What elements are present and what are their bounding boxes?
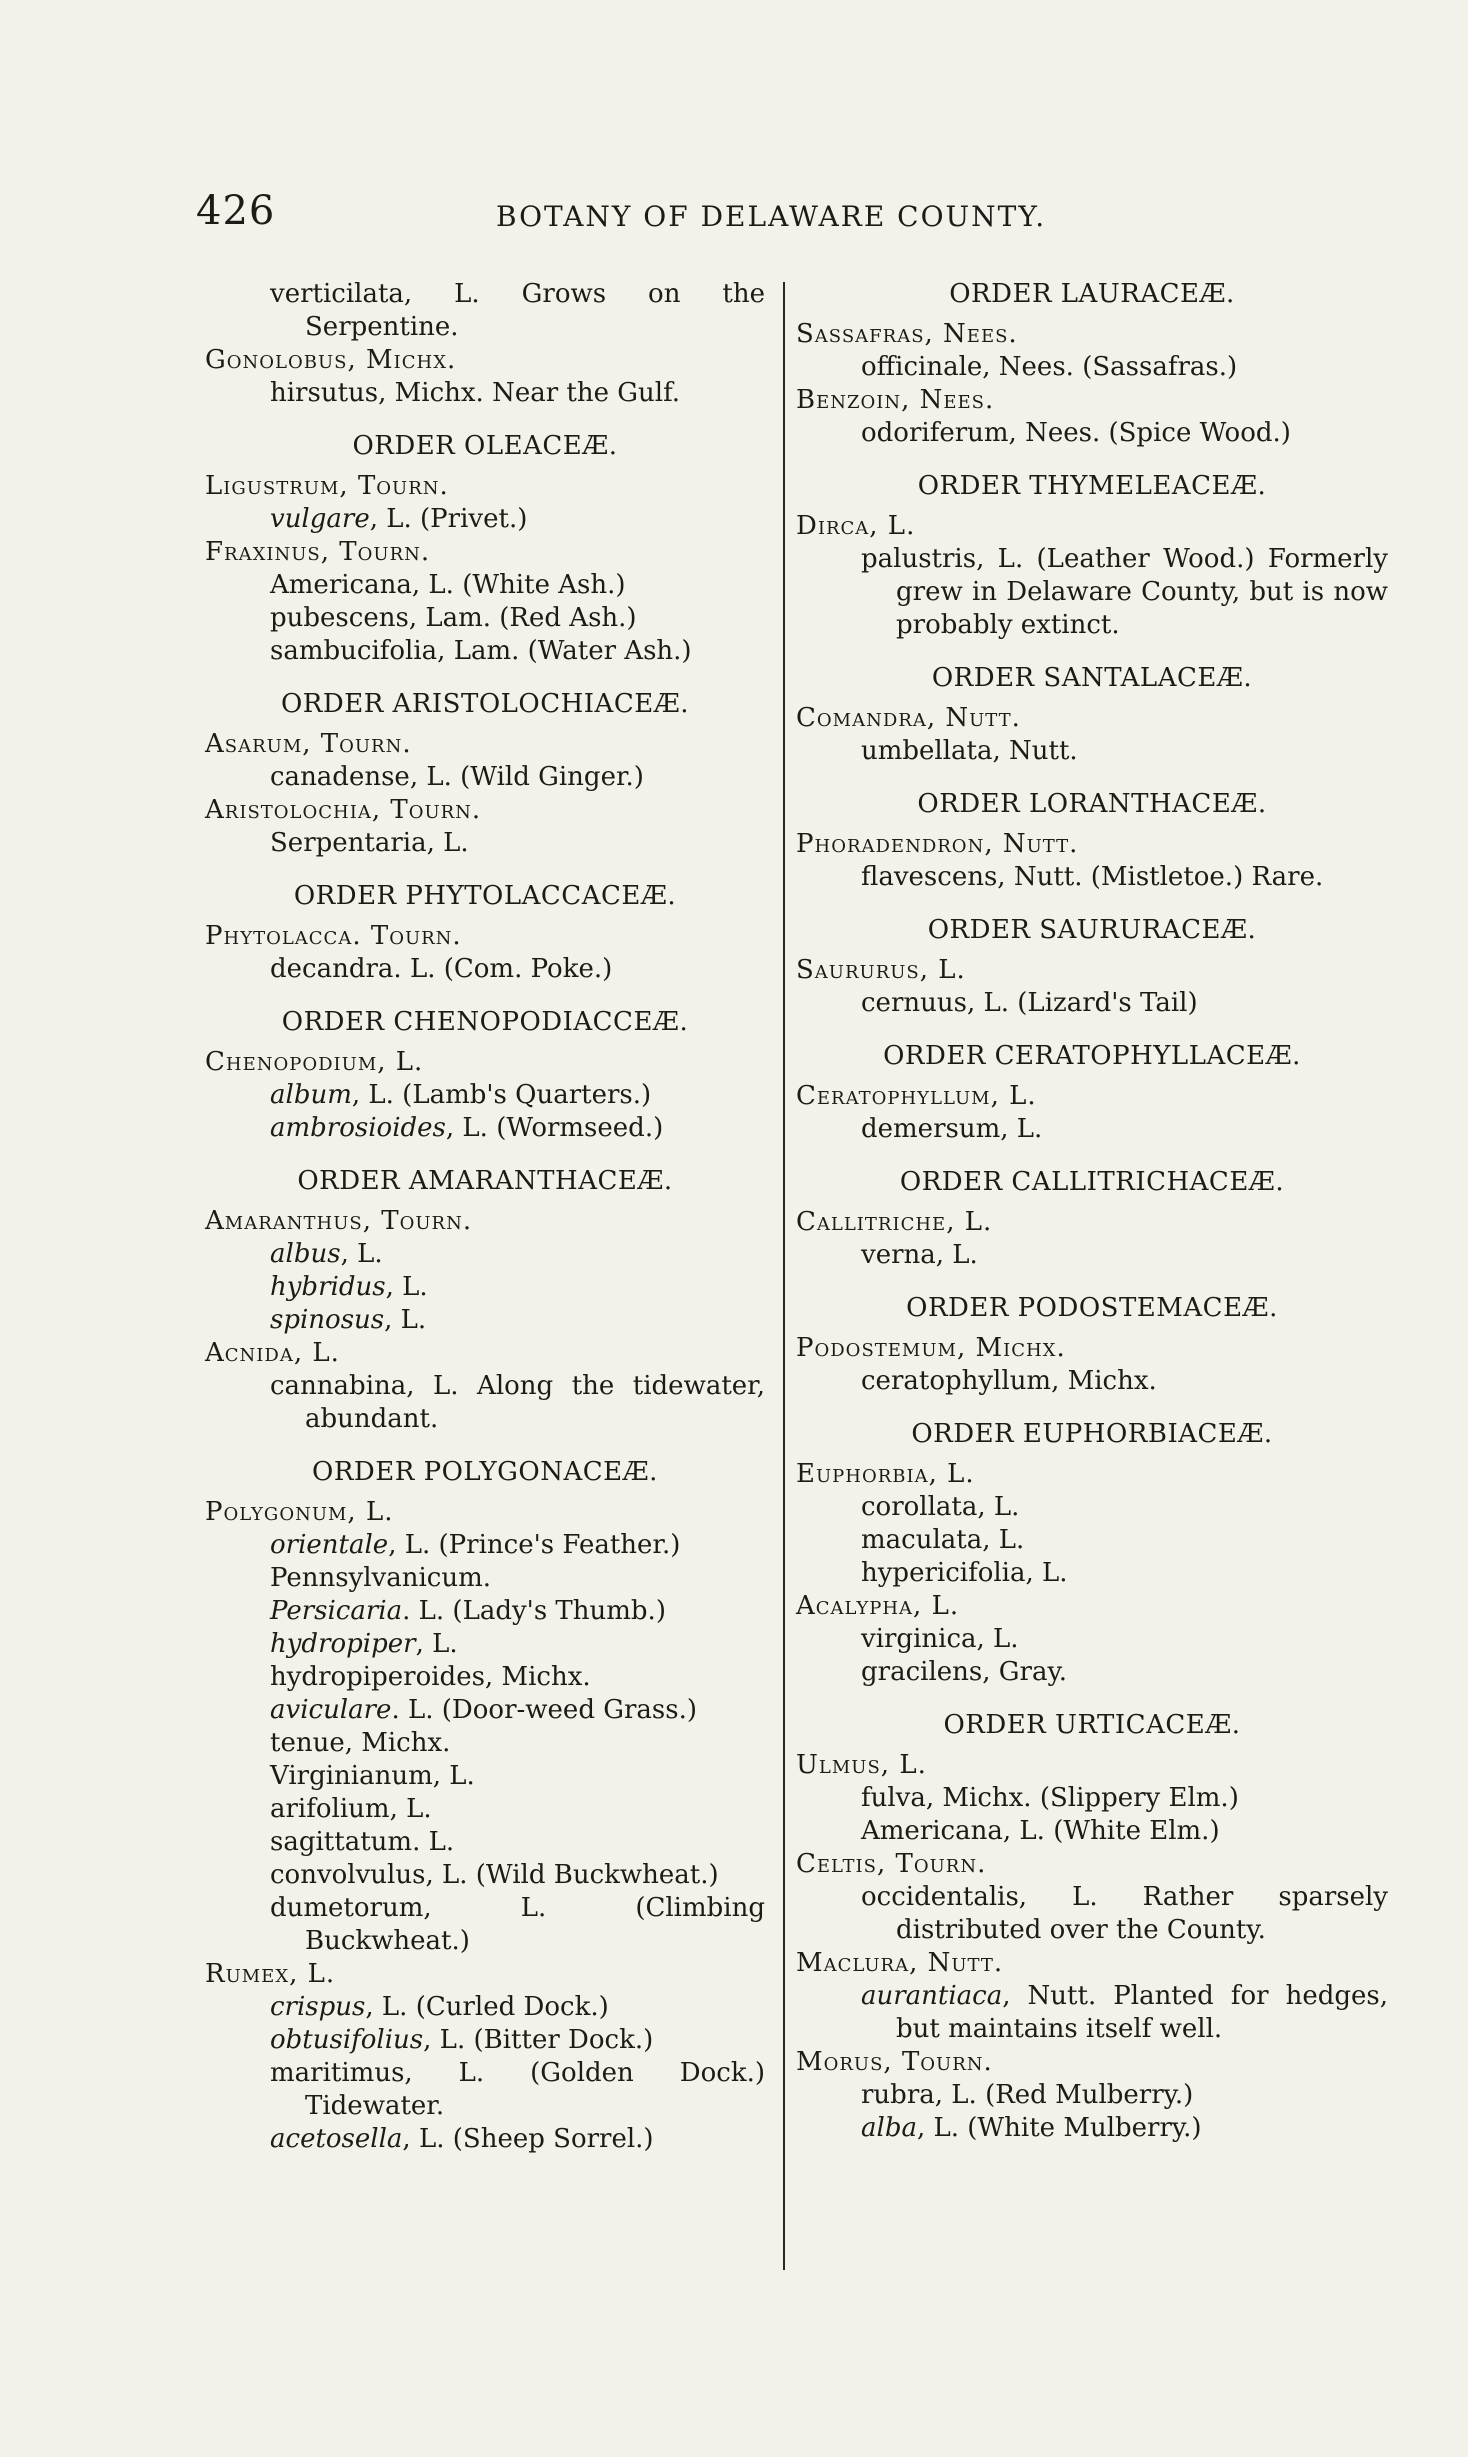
species-entry	[205, 1370, 765, 1436]
species-name: fulva	[861, 1783, 926, 1813]
genus-name: Celtis, Tourn.	[796, 1849, 987, 1879]
species-entry	[796, 1980, 1388, 2046]
species-authority: . L. (Com. Poke.)	[393, 954, 613, 984]
species-entry	[205, 1529, 765, 1562]
order-heading: ORDER LAURACEÆ.	[949, 279, 1235, 309]
genus-entry	[205, 1496, 765, 1529]
species-entry	[796, 1623, 1388, 1656]
species-authority: , L. (Wormseed.)	[445, 1113, 664, 1143]
genus-entry	[205, 536, 765, 569]
page-number: 426	[196, 188, 276, 234]
species-name: pubescens	[270, 603, 409, 633]
species-name: Americana	[270, 570, 412, 600]
species-name: hybridus	[270, 1272, 386, 1302]
species-entry	[796, 1782, 1388, 1815]
species-authority: , Gray.	[982, 1657, 1067, 1687]
species-name: Virginianum	[270, 1761, 433, 1791]
genus-name: Polygonum, L.	[205, 1497, 394, 1527]
genus-name: Benzoin, Nees.	[796, 385, 995, 415]
species-name: Serpentaria	[270, 828, 427, 858]
species-entry	[796, 1239, 1388, 1272]
species-name: Pennsylvanicum	[270, 1563, 483, 1593]
species-authority: , L. (Sheep Sorrel.)	[402, 2124, 654, 2154]
species-entry	[796, 1815, 1388, 1848]
species-entry	[205, 1661, 765, 1694]
species-name: palustris	[861, 544, 977, 574]
species-authority: , Nees. (Spice Wood.)	[1008, 418, 1291, 448]
species-authority: , L. (Leather Wood.) Formerly grew in Delaware County, but is now probably extinct.	[896, 544, 1388, 640]
species-authority: , L. (Climbing Buckwheat.)	[305, 1893, 765, 1956]
species-authority: , L.	[415, 1629, 458, 1659]
genus-name: Saururus, L.	[796, 955, 966, 985]
species-name: sagittatum	[270, 1827, 413, 1857]
species-name: virginica	[861, 1624, 977, 1654]
species-entry	[205, 1760, 765, 1793]
species-name: verna	[861, 1240, 936, 1270]
species-authority: , L. (Lizard's Tail)	[966, 988, 1198, 1018]
genus-name: Ulmus, L.	[796, 1750, 927, 1780]
right-column	[796, 278, 1388, 2145]
species-name: flavescens	[861, 862, 998, 892]
order-heading: ORDER ARISTOLOCHIACEÆ.	[280, 689, 689, 719]
species-entry	[205, 1595, 765, 1628]
species-name: corollata	[861, 1492, 978, 1522]
species-authority: , L. (Red Mulberry.)	[934, 2080, 1194, 2110]
genus-entry	[205, 920, 765, 953]
species-name: hypericifolia	[861, 1558, 1026, 1588]
page-title: BOTANY OF DELAWARE COUNTY.	[496, 200, 1047, 233]
species-authority: , Nutt. (Mistletoe.) Rare.	[997, 862, 1324, 892]
order-heading: ORDER EUPHORBIACEÆ.	[911, 1419, 1273, 1449]
order-heading: ORDER CERATOPHYLLACEÆ.	[883, 1041, 1301, 1071]
genus-name: Phytolacca. Tourn.	[205, 921, 462, 951]
species-authority: , L. (White Mulberry.)	[916, 2113, 1202, 2143]
species-entry	[205, 1238, 765, 1271]
species-authority: , Nutt. Planted for hedges, but maintains itself well.	[896, 1981, 1388, 2044]
genus-name: Morus, Tourn.	[796, 2047, 993, 2077]
species-name: album	[270, 1080, 352, 1110]
species-authority: , L. (Lamb's Quarters.)	[351, 1080, 652, 1110]
species-name: acetosella	[270, 2124, 403, 2154]
species-name: crispus	[270, 1992, 366, 2022]
species-entry	[796, 543, 1388, 642]
genus-name: Chenopodium, L.	[205, 1047, 424, 1077]
genus-entry	[796, 954, 1388, 987]
species-entry	[796, 861, 1388, 894]
species-name: hydropiperoides	[270, 1662, 485, 1692]
order-heading: ORDER SANTALACEÆ.	[931, 663, 1253, 693]
order-heading: ORDER SAURURACEÆ.	[927, 915, 1257, 945]
genus-name: Maclura, Nutt.	[796, 1948, 1004, 1978]
left-column	[205, 278, 765, 2156]
species-authority: , L. (Wild Buckwheat.)	[425, 1860, 719, 1890]
species-name: gracilens	[861, 1657, 983, 1687]
species-name: canadense	[270, 762, 410, 792]
species-name: decandra	[270, 954, 394, 984]
genus-entry	[205, 1205, 765, 1238]
genus-name: Euphorbia, L.	[796, 1459, 975, 1489]
species-authority: , L.	[976, 1624, 1019, 1654]
species-authority: , L.	[340, 1239, 383, 1269]
genus-entry	[796, 1947, 1388, 1980]
species-entry	[205, 2024, 765, 2057]
genus-entry	[796, 828, 1388, 861]
species-authority: , L. (Golden Dock.) Tidewater.	[305, 2058, 765, 2121]
species-entry	[796, 735, 1388, 768]
species-name: dumetorum	[270, 1893, 424, 1923]
species-authority: , Nutt.	[992, 736, 1078, 766]
species-entry	[796, 1557, 1388, 1590]
species-entry	[796, 1656, 1388, 1689]
species-entry	[205, 1112, 765, 1145]
species-authority: , Nees. (Sassafras.)	[982, 352, 1238, 382]
genus-name: Amaranthus, Tourn.	[205, 1206, 473, 1236]
species-authority: , L. (Wild Ginger.)	[409, 762, 644, 792]
species-entry	[205, 1271, 765, 1304]
species-name: albus	[270, 1239, 341, 1269]
species-name: umbellata	[861, 736, 993, 766]
species-authority: , Michx. Near the Gulf.	[378, 378, 681, 408]
genus-name: Acalypha, L.	[796, 1591, 960, 1621]
genus-name: Podostemum, Michx.	[796, 1333, 1066, 1363]
species-name: ceratophyllum	[861, 1366, 1052, 1396]
species-entry	[205, 1628, 765, 1661]
genus-name: Phoradendron, Nutt.	[796, 829, 1079, 859]
species-entry	[205, 1304, 765, 1337]
genus-name: Fraxinus, Tourn.	[205, 537, 431, 567]
species-authority: , L. (Bitter Dock.)	[423, 2025, 654, 2055]
genus-entry	[796, 318, 1388, 351]
order-heading: ORDER POLYGONACEÆ.	[312, 1457, 658, 1487]
order-heading: ORDER PODOSTEMACEÆ.	[906, 1293, 1278, 1323]
genus-entry	[796, 2046, 1388, 2079]
genus-entry	[796, 702, 1388, 735]
species-authority: . L. (Door-weed Grass.)	[391, 1695, 698, 1725]
order-heading: ORDER LORANTHACEÆ.	[917, 789, 1267, 819]
species-entry	[205, 1859, 765, 1892]
species-name: maculata	[861, 1525, 983, 1555]
order-heading: ORDER URTICACEÆ.	[943, 1710, 1241, 1740]
species-authority: , L.	[982, 1525, 1025, 1555]
species-name: maritimus	[270, 2058, 405, 2088]
species-name: hydropiper	[270, 1629, 416, 1659]
species-entry	[205, 1562, 765, 1595]
order-heading: ORDER CALLITRICHACEÆ.	[899, 1167, 1285, 1197]
genus-name: Ligustrum, Tourn.	[205, 471, 449, 501]
species-entry	[205, 1793, 765, 1826]
species-entry	[205, 953, 765, 986]
genus-name: Aristolochia, Tourn.	[205, 795, 482, 825]
genus-name: Asarum, Tourn.	[205, 729, 412, 759]
species-entry	[796, 1365, 1388, 1398]
species-authority: , L. (Curled Dock.)	[365, 1992, 609, 2022]
column-divider	[783, 282, 785, 2270]
species-entry	[796, 351, 1388, 384]
species-entry	[796, 2112, 1388, 2145]
species-entry	[796, 1491, 1388, 1524]
species-authority: , L. Rather sparsely distributed over the County.	[896, 1882, 1388, 1945]
genus-entry	[205, 1958, 765, 1991]
genus-entry	[205, 1046, 765, 1079]
species-entry	[796, 987, 1388, 1020]
species-name: Persicaria	[270, 1596, 403, 1626]
order-heading: ORDER CHENOPODIACCEÆ.	[281, 1007, 689, 1037]
species-name: ambrosioides	[270, 1113, 446, 1143]
species-entry	[205, 2123, 765, 2156]
species-authority: , L. (Prince's Feather.)	[388, 1530, 681, 1560]
species-name: orientale	[270, 1530, 389, 1560]
genus-entry	[205, 344, 765, 377]
species-authority: .	[482, 1563, 492, 1593]
species-name: aviculare	[270, 1695, 392, 1725]
species-authority: , L. (White Elm.)	[1002, 1816, 1220, 1846]
genus-name: Rumex, L.	[205, 1959, 336, 1989]
genus-name: Gonolobus, Michx.	[205, 345, 457, 375]
order-heading: ORDER AMARANTHACEÆ.	[297, 1166, 673, 1196]
genus-entry	[796, 510, 1388, 543]
species-name: Americana	[861, 1816, 1003, 1846]
genus-name: Ceratophyllum, L.	[796, 1081, 1037, 1111]
species-authority: , L.	[1025, 1558, 1068, 1588]
species-entry	[205, 1727, 765, 1760]
species-entry	[205, 2057, 765, 2123]
species-entry	[205, 602, 765, 635]
species-name: vulgare	[270, 504, 370, 534]
genus-entry	[796, 1590, 1388, 1623]
species-name: verticilata	[270, 279, 404, 309]
species-entry	[205, 635, 765, 668]
species-name: cernuus	[861, 988, 967, 1018]
page-header	[196, 188, 1056, 248]
species-entry	[796, 1113, 1388, 1146]
species-name: tenue	[270, 1728, 345, 1758]
species-authority: , L. (White Ash.)	[411, 570, 626, 600]
species-authority: , L.	[977, 1492, 1020, 1522]
species-entry	[205, 1991, 765, 2024]
species-name: alba	[861, 2113, 917, 2143]
species-authority: . L.	[412, 1827, 455, 1857]
genus-entry	[796, 1848, 1388, 1881]
species-name: aurantiaca	[861, 1981, 1003, 2011]
genus-name: Callitriche, L.	[796, 1207, 993, 1237]
species-authority: , Lam. (Water Ash.)	[437, 636, 692, 666]
genus-entry	[796, 1206, 1388, 1239]
species-authority: , L. (Privet.)	[369, 504, 528, 534]
species-authority: , L.	[426, 828, 469, 858]
species-authority: , Michx. (Slippery Elm.)	[925, 1783, 1239, 1813]
species-authority: , L. Along the tidewater, abundant.	[305, 1371, 765, 1434]
genus-entry	[796, 1749, 1388, 1782]
genus-name: Comandra, Nutt.	[796, 703, 1021, 733]
genus-entry	[205, 794, 765, 827]
species-entry	[205, 1079, 765, 1112]
genus-name: Dirca, L.	[796, 511, 916, 541]
species-authority: , L.	[432, 1761, 475, 1791]
species-entry	[796, 1881, 1388, 1947]
order-heading: ORDER PHYTOLACCACEÆ.	[293, 881, 677, 911]
species-authority: , L.	[385, 1272, 428, 1302]
order-heading: ORDER OLEACEÆ.	[352, 431, 618, 461]
species-entry	[205, 827, 765, 860]
genus-entry	[796, 1332, 1388, 1365]
species-name: obtusifolius	[270, 2025, 424, 2055]
species-entry	[205, 1694, 765, 1727]
species-name: rubra	[861, 2080, 935, 2110]
genus-entry	[796, 384, 1388, 417]
species-name: sambucifolia	[270, 636, 438, 666]
genus-entry	[796, 1080, 1388, 1113]
species-name: arifolium	[270, 1794, 390, 1824]
species-entry	[205, 569, 765, 602]
species-name: occidentalis	[861, 1882, 1019, 1912]
species-name: odoriferum	[861, 418, 1009, 448]
species-authority: , L.	[389, 1794, 432, 1824]
species-authority: , Lam. (Red Ash.)	[408, 603, 637, 633]
species-name: demersum	[861, 1114, 1001, 1144]
species-name: convolvulus	[270, 1860, 426, 1890]
species-entry	[205, 278, 765, 344]
species-authority: , Michx.	[484, 1662, 591, 1692]
species-name: cannabina	[270, 1371, 407, 1401]
species-entry	[796, 1524, 1388, 1557]
species-entry	[205, 503, 765, 536]
species-name: officinale	[861, 352, 983, 382]
genus-name: Sassafras, Nees.	[796, 319, 1018, 349]
species-name: hirsutus	[270, 378, 379, 408]
genus-entry	[205, 1337, 765, 1370]
species-authority: , L. Grows on the Serpentine.	[305, 279, 765, 342]
genus-entry	[205, 470, 765, 503]
species-entry	[205, 377, 765, 410]
species-name: spinosus	[270, 1305, 385, 1335]
species-entry	[796, 417, 1388, 450]
species-entry	[205, 1892, 765, 1958]
species-authority: , L.	[1000, 1114, 1043, 1144]
species-authority: . L. (Lady's Thumb.)	[402, 1596, 666, 1626]
species-entry	[796, 2079, 1388, 2112]
species-authority: , L.	[384, 1305, 427, 1335]
genus-entry	[205, 728, 765, 761]
species-authority: , L.	[935, 1240, 978, 1270]
species-authority: , Michx.	[344, 1728, 451, 1758]
order-heading: ORDER THYMELEACEÆ.	[917, 471, 1267, 501]
species-entry	[205, 1826, 765, 1859]
genus-name: Acnida, L.	[205, 1338, 340, 1368]
species-entry	[205, 761, 765, 794]
species-authority: , Michx.	[1051, 1366, 1157, 1396]
genus-entry	[796, 1458, 1388, 1491]
